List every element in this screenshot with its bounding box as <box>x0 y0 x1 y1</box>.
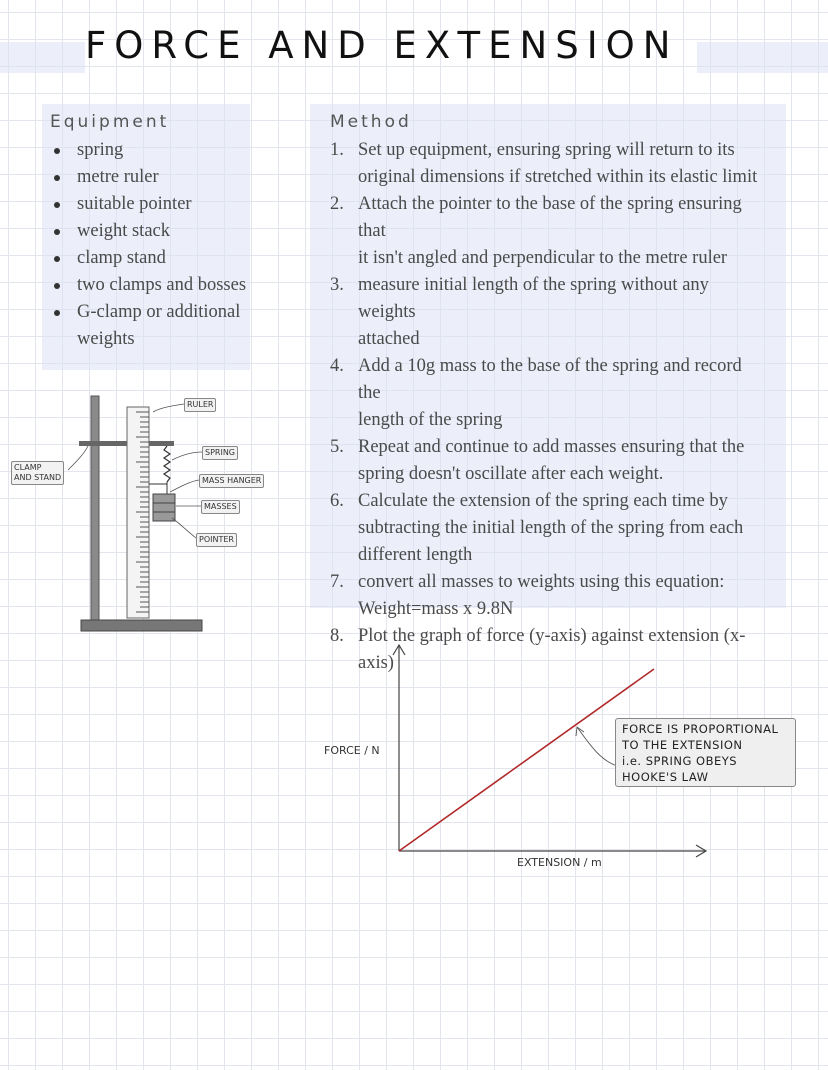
callout-line: FORCE IS PROPORTIONAL <box>622 722 779 736</box>
method-step-line: different length <box>358 545 473 565</box>
method-step-line: attached <box>358 329 420 349</box>
method-step-line: subtracting the initial length of the spring from each <box>358 518 744 538</box>
method-step-line: length of the spring <box>358 410 503 430</box>
method-step-number: 5. <box>330 437 344 457</box>
ruler-label: RULER <box>184 398 216 412</box>
method-step-line: Calculate the extension of the spring each time by <box>358 491 728 511</box>
masses-label: MASSES <box>201 500 240 514</box>
callout-line: i.e. SPRING OBEYS <box>622 754 738 768</box>
method-heading: Method <box>330 112 412 132</box>
stand-rod <box>91 396 99 622</box>
clamp-label-line1: CLAMP <box>14 463 42 472</box>
equipment-item: two clamps and bosses <box>50 272 250 299</box>
method-step-line: Set up equipment, ensuring spring will return to its <box>358 140 735 160</box>
method-step-line: Attach the pointer to the base of the spring ensuring that <box>358 194 742 241</box>
pointer-label: POINTER <box>196 533 237 547</box>
method-step-number: 6. <box>330 491 344 511</box>
page-title: FORCE AND EXTENSION <box>85 24 679 67</box>
spring-coil <box>164 446 170 482</box>
hookes-law-callout <box>615 718 796 787</box>
method-step-number: 2. <box>330 194 344 214</box>
method-step-line: it isn't angled and perpendicular to the metre ruler <box>358 248 728 268</box>
y-axis-label: FORCE / N <box>324 744 380 757</box>
method-step-number: 4. <box>330 356 344 376</box>
method-step-number: 8. <box>330 626 344 646</box>
method-step-number: 7. <box>330 572 344 592</box>
clamp-stand-label <box>11 461 64 485</box>
spring-label: SPRING <box>202 446 238 460</box>
method-step-line: spring doesn't oscillate after each weight. <box>358 464 664 484</box>
callout-leader <box>577 727 617 766</box>
x-axis-label: EXTENSION / m <box>517 856 602 869</box>
method-step-line: Plot the graph of force (y-axis) against extension (x-axis) <box>358 626 746 673</box>
equipment-item: G-clamp or additional <box>50 299 250 326</box>
clamp-label-line2: AND STAND <box>14 473 62 482</box>
callout-line: TO THE EXTENSION <box>622 738 743 752</box>
method-step-number: 1. <box>330 140 344 160</box>
method-step-line: measure initial length of the spring without any weights <box>358 275 709 322</box>
masses-stack <box>153 494 175 521</box>
equipment-item: weights <box>77 329 135 349</box>
callout-line: HOOKE'S LAW <box>622 770 709 784</box>
equipment-item: suitable pointer <box>50 191 250 218</box>
method-step-line: Add a 10g mass to the base of the spring and record the <box>358 356 742 403</box>
method-step-number: 3. <box>330 275 344 295</box>
method-step-line: Repeat and continue to add masses ensuring that the <box>358 437 745 457</box>
equipment-item: metre ruler <box>50 164 250 191</box>
method-step-line: Weight=mass x 9.8N <box>358 599 514 619</box>
equipment-heading: Equipment <box>50 112 170 132</box>
method-step-line: convert all masses to weights using this equation: <box>358 572 725 592</box>
equipment-item: clamp stand <box>50 245 250 272</box>
stand-base <box>81 620 202 631</box>
method-step-line: original dimensions if stretched within its elastic limit <box>358 167 758 187</box>
equipment-item: spring <box>50 137 250 164</box>
equipment-item: weight stack <box>50 218 250 245</box>
mass-hanger-label: MASS HANGER <box>199 474 264 488</box>
